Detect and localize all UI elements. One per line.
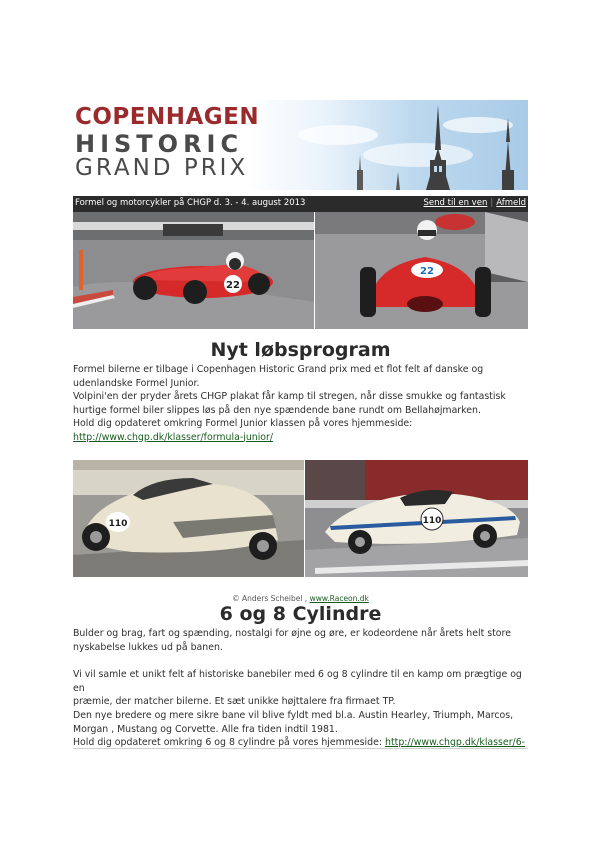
- section-title-nyt-lobsprogram: Nyt løbsprogram: [210, 339, 391, 361]
- paragraph-line: Vi vil samle et unikt felt af historiske banebiler med 6 og 8 cylindre til en kamp om prægtige og en: [73, 669, 522, 694]
- nav-bar: [73, 196, 528, 212]
- photo-formula-junior-left: [73, 212, 314, 329]
- paragraph-line: Bulder og brag, fart og spænding, nostalgi for øjne og øre, er kodeordene når årets helt store: [73, 628, 511, 639]
- credit-author: © Anders Scheibel ,: [232, 594, 308, 603]
- paragraph-line: Volpini'en der pryder årets CHGP plakat får kamp til stregen, når disse smukke og fantastisk: [73, 391, 506, 402]
- photo-corvette-left: [73, 460, 304, 577]
- skyline-illustration: [278, 100, 528, 190]
- paragraph-line: udenlandske Formel Junior.: [73, 377, 200, 389]
- section2-paragraph-1: [73, 627, 533, 654]
- paragraph-line: Morgan , Mustang og Corvette. Alle fra tiden indtil 1981.: [73, 723, 338, 735]
- paragraph-line: Den nye bredere og mere sikre bane vil blive fyldt med bl.a. Austin Hearley, Triumph, Marcos,: [73, 710, 514, 721]
- logo-historic: HISTORIC: [75, 130, 244, 158]
- paragraph-line: præmie, der matcher bilerne. Et sæt unikke højttalere fra firmaet TP.: [73, 696, 396, 707]
- section2-paragraph-3: [73, 709, 533, 750]
- car-number-label: 110: [108, 519, 128, 529]
- section2-paragraph-2: [73, 668, 533, 709]
- nav-links: [424, 198, 527, 208]
- six-eight-cylinder-link[interactable]: http://www.chgp.dk/klasser/6-: [385, 737, 526, 748]
- photo-corvette-right: [305, 460, 528, 577]
- section1-paragraph: [73, 363, 533, 444]
- send-to-friend-link[interactable]: Send til en ven: [423, 198, 488, 208]
- paragraph-line: nyskabelse lukkes ud på banen.: [73, 641, 223, 653]
- logo-copenhagen: COPENHAGEN: [75, 104, 260, 130]
- header-banner: [73, 100, 528, 190]
- event-date-text: Formel og motorcykler på CHGP d. 3. - 4. august 2013: [75, 198, 306, 208]
- photo-formula-junior-right: [315, 212, 528, 329]
- paragraph-line: Hold dig opdateret omkring 6 og 8 cylindre på vores hjemmeside:: [73, 737, 383, 748]
- nav-separator: |: [490, 198, 494, 208]
- paragraph-line: hurtige formel biler slippes løs på den nye spændende bane rundt om Bellahøjmarken.: [73, 404, 481, 416]
- car-number-label: 110: [422, 516, 442, 526]
- car-number-label: 22: [226, 280, 240, 291]
- section-title-6-og-8-cylindre: 6 og 8 Cylindre: [219, 603, 382, 625]
- unsubscribe-link[interactable]: Afmeld: [496, 198, 526, 208]
- paragraph-line: Formel bilerne er tilbage i Copenhagen Historic Grand prix med et flot felt af danske og: [73, 364, 484, 375]
- paragraph-line: Hold dig opdateret omkring Formel Junior klassen på vores hjemmeside:: [73, 418, 413, 429]
- photo-credit: [73, 594, 528, 603]
- car-number-label: 22: [420, 266, 434, 277]
- divider: [73, 748, 528, 749]
- logo-grand-prix: GRAND PRIX: [75, 155, 249, 181]
- raceon-link[interactable]: www.Raceon.dk: [309, 594, 369, 603]
- formula-junior-link[interactable]: http://www.chgp.dk/klasser/formula-junior/: [73, 431, 274, 443]
